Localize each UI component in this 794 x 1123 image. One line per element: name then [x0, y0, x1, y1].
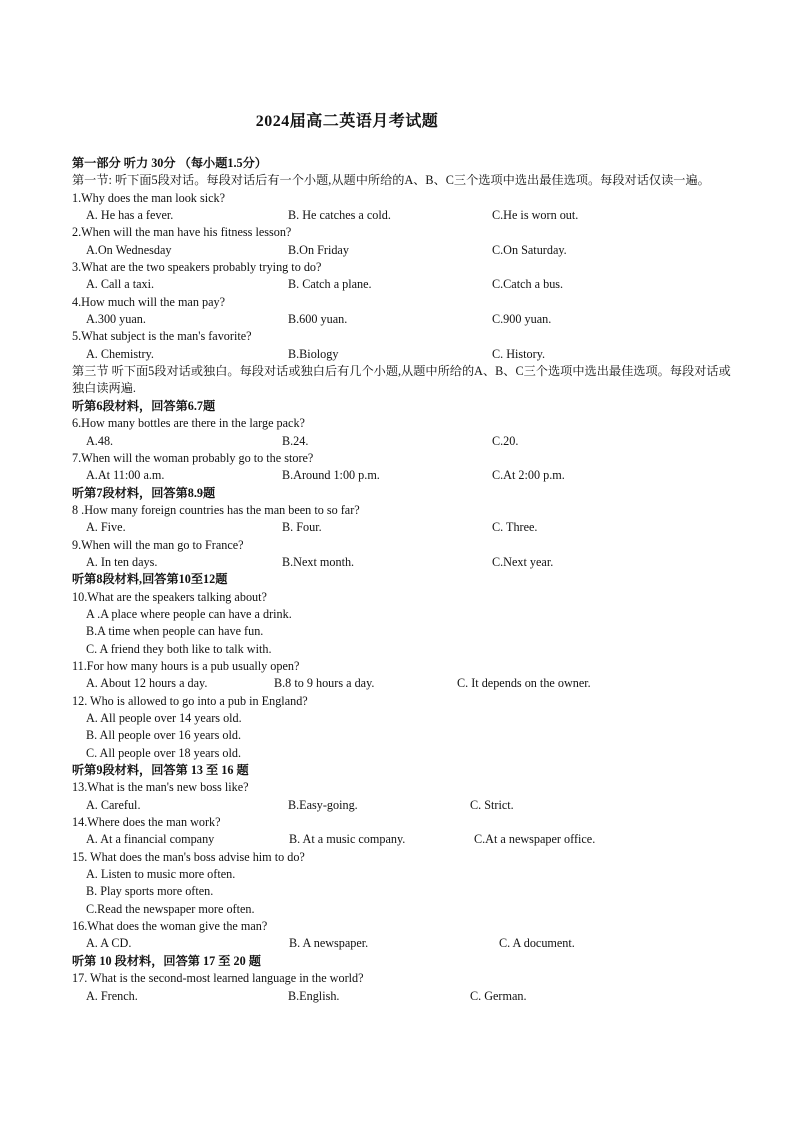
option-a: A .A place where people can have a drink. [86, 606, 292, 621]
option-b: B.8 to 9 hours a day. [274, 676, 375, 691]
option-c: C. It depends on the owner. [457, 676, 591, 691]
material-8-heading: 听第8段材料,回答第10至12题 [72, 572, 228, 587]
option-b: B. Four. [282, 520, 322, 535]
question-1: 1.Why does the man look sick? [72, 190, 225, 205]
option-a: A. Five. [86, 520, 126, 535]
option-c: C.20. [492, 433, 519, 448]
option-c: C. A document. [499, 936, 575, 951]
option-b: B.600 yuan. [288, 312, 348, 327]
option-a: A. At a financial company [86, 832, 215, 847]
option-c: C.Next year. [492, 554, 554, 569]
question-15: 15. What does the man's boss advise him to do? [72, 849, 305, 864]
option-a: A.At 11:00 a.m. [86, 468, 165, 483]
question-9: 9.When will the man go to France? [72, 537, 244, 552]
title-text: 2024届高二英语月考试题 [255, 113, 439, 130]
part1-heading: 第一部分 听力 30分 （每小题1.5分） [72, 156, 267, 170]
option-c: C.On Saturday. [492, 242, 567, 257]
option-a: A. Chemistry. [86, 346, 154, 361]
option-c: C.Catch a bus. [492, 277, 564, 292]
options-11 [72, 675, 732, 692]
question-17: 17. What is the second-most learned language in the world? [72, 971, 364, 986]
option-c: C. All people over 18 years old. [86, 745, 242, 760]
option-c: C.At a newspaper office. [474, 832, 596, 847]
material-7-heading: 听第7段材料，回答第8.9题 [72, 485, 216, 500]
option-a: A.48. [86, 433, 114, 448]
question-12: 12. Who is allowed to go into a pub in England? [72, 693, 308, 708]
option-a: A.300 yuan. [86, 312, 146, 327]
question-4: 4.How much will the man pay? [72, 294, 225, 309]
options-7 [72, 467, 732, 484]
option-a: A. Call a taxi. [86, 277, 155, 292]
option-b: B. He catches a cold. [288, 208, 391, 223]
option-b: B. Catch a plane. [288, 277, 372, 292]
option-c: C. Three. [492, 520, 538, 535]
option-b: B.On Friday [288, 242, 349, 257]
options-16 [72, 935, 732, 952]
question-16: 16.What does the woman give the man? [72, 919, 268, 934]
question-10: 10.What are the speakers talking about? [72, 589, 267, 604]
question-5: 5.What subject is the man's favorite? [72, 329, 252, 344]
material-6-heading: 听第6段材料，回答第6.7题 [72, 398, 216, 413]
option-b: B. At a music company. [289, 832, 406, 847]
material-10-heading: 听第 10 段材料，回答第 17 至 20 题 [72, 953, 261, 968]
option-a: A. French. [86, 988, 138, 1003]
section3-intro: 第三节 听下面5段对话或独白。每段对话或独白后有几个小题,从题中所给的A、B、C三个选项中选出最佳选项。每段对话或独白读两遍. [72, 364, 731, 396]
options-3 [72, 276, 732, 293]
option-b: B. Play sports more often. [86, 884, 214, 899]
question-6: 6.How many bottles are there in the large pack? [72, 416, 305, 431]
option-b: B. A newspaper. [289, 936, 369, 951]
option-c: C. German. [470, 988, 527, 1003]
option-c: C.Read the newspaper more often. [86, 901, 255, 916]
option-a: A. A CD. [86, 936, 132, 951]
option-a: A. All people over 14 years old. [86, 711, 242, 725]
option-b: B. All people over 16 years old. [86, 728, 242, 743]
question-3: 3.What are the two speakers probably trying to do? [72, 260, 322, 275]
option-c: C. History. [492, 346, 546, 361]
question-2: 2.When will the man have his fitness lesson? [72, 225, 292, 240]
options-2 [72, 242, 732, 259]
section1-intro: 第一节: 听下面5段对话。每段对话后有一个小题,从题中所给的A、B、C三个选项中选出最佳选项。每段对话仅读一遍。 [72, 173, 710, 188]
option-b: B.A time when people can have fun. [86, 624, 264, 639]
question-13: 13.What is the man's new boss like? [72, 780, 249, 795]
options-13 [72, 797, 732, 814]
question-14: 14.Where does the man work? [72, 815, 221, 830]
material-9-heading: 听第9段材料，回答第 13 至 16 题 [72, 763, 249, 778]
options-14 [72, 831, 732, 848]
options-5 [72, 346, 732, 363]
option-c: C.He is worn out. [492, 208, 579, 223]
option-b: B.Around 1:00 p.m. [282, 468, 380, 483]
options-6 [72, 433, 732, 450]
option-c: C. A friend they both like to talk with. [86, 641, 272, 656]
options-9 [72, 554, 732, 571]
option-b: B.Biology [288, 346, 339, 361]
option-b: B.English. [288, 988, 340, 1003]
option-a: A. Listen to music more often. [86, 867, 236, 882]
option-a: A. Careful. [86, 797, 141, 812]
options-1 [72, 207, 732, 224]
option-c: C.900 yuan. [492, 312, 552, 327]
option-a: A. He has a fever. [86, 208, 174, 223]
options-4 [72, 311, 732, 328]
option-b: B.24. [282, 433, 309, 448]
options-8 [72, 519, 732, 536]
options-17 [72, 988, 732, 1005]
option-b: B.Easy-going. [288, 797, 358, 812]
exam-content [72, 155, 732, 1005]
option-a: A.On Wednesday [86, 242, 172, 257]
question-7: 7.When will the woman probably go to the store? [72, 450, 314, 465]
option-c: C.At 2:00 p.m. [492, 468, 565, 483]
question-8: 8 .How many foreign countries has the man been to so far? [72, 502, 360, 517]
option-c: C. Strict. [470, 797, 514, 812]
option-b: B.Next month. [282, 554, 355, 569]
option-a: A. In ten days. [86, 554, 158, 569]
page-title [0, 108, 794, 131]
option-a: A. About 12 hours a day. [86, 676, 208, 691]
question-11: 11.For how many hours is a pub usually open? [72, 658, 300, 673]
